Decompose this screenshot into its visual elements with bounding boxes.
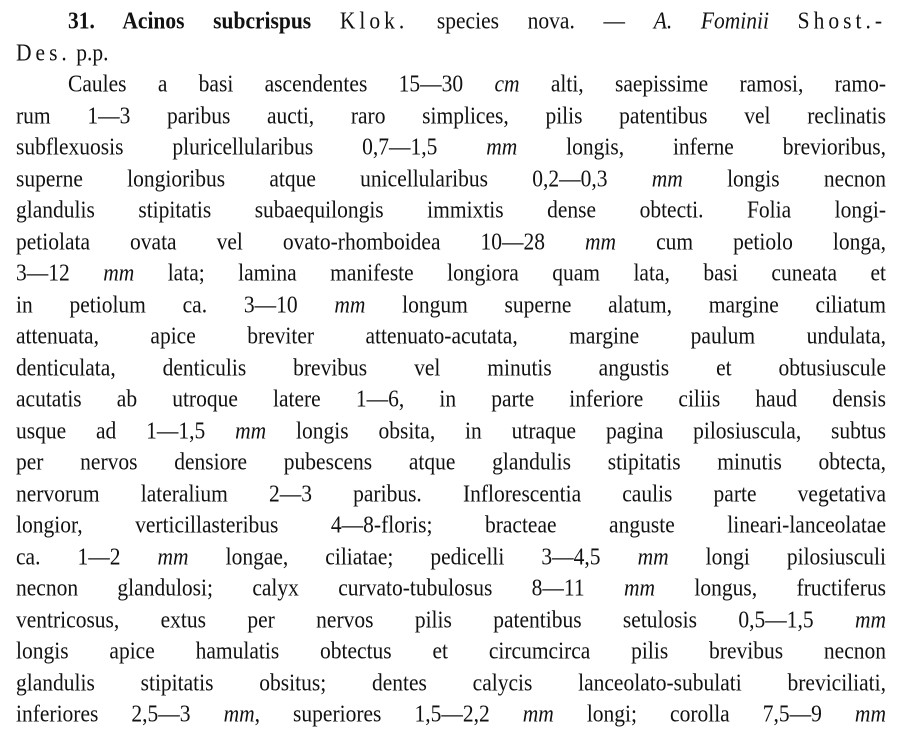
text-line xyxy=(16,67,886,102)
text-run: per nervos densiore pubescens atque glandulis stipitatis minutis obtecta, xyxy=(16,448,886,475)
text-run: nervorum lateralium 2—3 paribus. Inflorescentia caulis parte vegetativa xyxy=(16,479,886,507)
species-heading-line xyxy=(16,4,886,39)
text-run: subflexuosis pluricellularibus 0,7—1,5 xyxy=(16,133,487,160)
text-run: 3—12 xyxy=(16,259,104,286)
italic-text: mm xyxy=(623,574,656,601)
text-run: denticulata, denticulis brevibus vel minutis angustis et obtusiuscule xyxy=(16,353,886,381)
italic-text: A. Fominii xyxy=(653,7,798,34)
text-run: lata; lamina manifeste longiora quam lata, basi cuneata et xyxy=(134,259,887,286)
text-line xyxy=(16,350,886,385)
text-line xyxy=(16,161,886,196)
text-run: Caules a basi ascendentes 15—30 xyxy=(68,70,495,97)
text-run: longis apice hamulatis obtectus et circumcirca pilis brevibus necnon xyxy=(16,637,886,664)
italic-text: mm xyxy=(235,416,267,444)
text-line xyxy=(16,256,886,291)
text-run: p.p. xyxy=(70,38,109,66)
text-line xyxy=(16,602,886,637)
text-run: glandulis stipitatis subaequilongis immixtis dense obtecti. Folia longi- xyxy=(16,196,886,223)
text-run: in petiolum ca. 3—10 xyxy=(16,290,335,318)
text-line xyxy=(16,539,886,574)
italic-text: mm xyxy=(522,700,554,727)
text-run: longis necnon xyxy=(682,164,887,192)
text-run: ventricosus, extus per nervos pilis patentibus setulosis 0,5—1,5 xyxy=(16,605,855,633)
text-run: necnon glandulosi; calyx curvato-tubulosus 8—11 xyxy=(16,574,624,601)
italic-text: mm xyxy=(223,700,255,727)
text-run: superne longioribus atque unicellularibus 0,2—0,3 xyxy=(16,164,652,192)
spaced-author-text: Klok. xyxy=(339,7,409,34)
text-run: longior, verticillasteribus 4—8-floris; bracteae anguste lineari-lanceolatae xyxy=(16,511,886,538)
text-run: species nova. — xyxy=(408,7,654,34)
spaced-author-text: Des. xyxy=(16,38,71,66)
italic-text: mm xyxy=(157,542,189,570)
text-line xyxy=(16,35,886,70)
italic-text: mm xyxy=(334,290,366,318)
text-run: longus, fructiferus xyxy=(655,574,886,601)
text-line xyxy=(16,665,886,700)
document-page xyxy=(16,6,886,731)
text-run: cum petiolo longa, xyxy=(616,227,886,255)
text-run: acutatis ab utroque latere 1—6, in parte inferiore ciliis haud densis xyxy=(16,385,886,412)
text-run: longi; corolla 7,5—9 xyxy=(553,700,855,727)
text-line xyxy=(16,224,886,259)
text-run: longis obsita, in utraque pagina pilosiuscula, subtus xyxy=(266,416,887,444)
italic-text: mm xyxy=(854,700,886,727)
text-line xyxy=(16,287,886,322)
italic-text: mm xyxy=(103,259,135,286)
italic-text: mm xyxy=(854,605,886,633)
text-run: glandulis stipitatis obsitus; dentes calycis lanceolato-subulati breviciliati, xyxy=(16,668,886,696)
bold-text: 31. Acinos subcrispus xyxy=(68,7,340,34)
text-line xyxy=(16,319,886,354)
text-line xyxy=(16,445,886,480)
italic-text: mm xyxy=(637,542,669,570)
text-line xyxy=(16,571,886,606)
text-run: longi pilosiusculi xyxy=(668,542,887,570)
text-line xyxy=(16,193,886,228)
text-line xyxy=(16,98,886,133)
text-run: inferiores 2,5—3 xyxy=(16,700,224,727)
text-run: longis, inferne brevioribus, xyxy=(517,133,886,160)
text-run: ca. 1—2 xyxy=(16,542,158,570)
text-line xyxy=(16,382,886,417)
text-run: usque ad 1—1,5 xyxy=(16,416,236,444)
spaced-author-text: Shost.- xyxy=(797,7,886,34)
italic-text: mm xyxy=(651,164,683,192)
italic-text: mm xyxy=(585,227,617,255)
text-line xyxy=(16,476,886,511)
text-run: rum 1—3 paribus aucti, raro simplices, pilis patentibus vel reclinatis xyxy=(16,101,886,129)
text-line xyxy=(16,697,886,732)
italic-text: cm xyxy=(494,70,520,97)
italic-text: mm xyxy=(486,133,518,160)
text-run: longum superne alatum, margine ciliatum xyxy=(365,290,886,318)
text-run: petiolata ovata vel ovato-rhomboidea 10—28 xyxy=(16,227,586,255)
text-line xyxy=(16,413,886,448)
text-run: , superiores 1,5—2,2 xyxy=(254,700,523,727)
text-line xyxy=(16,130,886,165)
text-line xyxy=(16,634,886,669)
text-run: attenuata, apice breviter attenuato-acutata, margine paulum undulata, xyxy=(16,322,886,349)
text-run: alti, saepissime ramosi, ramo- xyxy=(519,70,886,97)
text-run: longae, ciliatae; pedicelli 3—4,5 xyxy=(188,542,638,570)
text-line xyxy=(16,508,886,543)
